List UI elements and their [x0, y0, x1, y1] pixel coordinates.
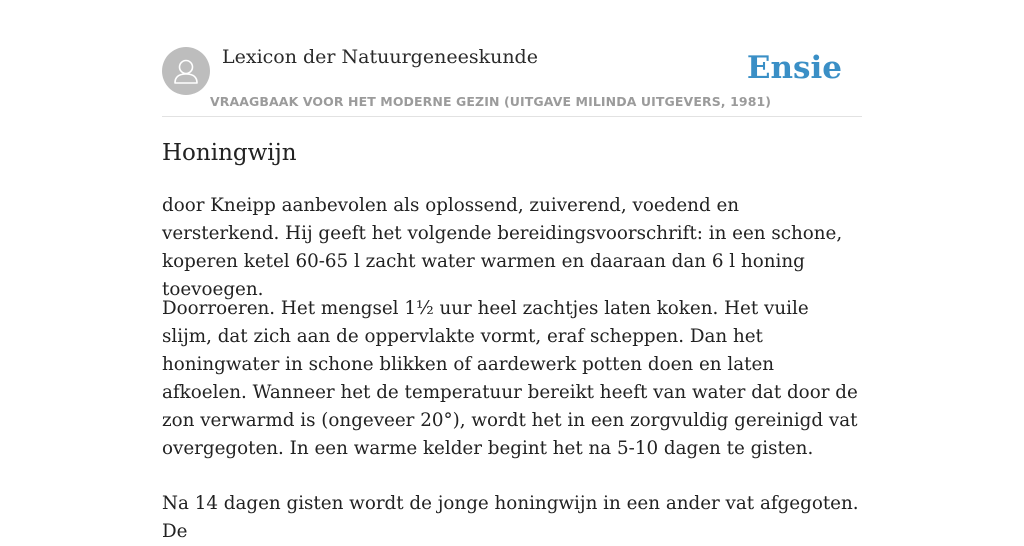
book-header	[162, 0, 862, 117]
ensie-logo[interactable]: Ensie	[746, 50, 842, 86]
page-container	[162, 0, 862, 542]
user-icon	[162, 47, 210, 95]
book-title[interactable]: Lexicon der Natuurgeneeskunde	[222, 46, 538, 68]
entry-paragraph-3: Na 14 dagen gisten wordt de jonge honingwijn in een ander vat afgegoten. De	[162, 493, 859, 542]
entry-paragraph-1: door Kneipp aanbevolen als oplossend, zuiverend, voedend en versterkend. Hij geeft het volgende bereidingsvoorschrift: in een schone, koperen ketel 60-65 l zacht water warmen en daaraan dan 6 l honing toevoegen.	[162, 195, 843, 300]
book-subtitle: VRAAGBAAK VOOR HET MODERNE GEZIN (UITGAVE MILINDA UITGEVERS, 1981)	[210, 94, 772, 109]
entry-paragraph-2: Doorroeren. Het mengsel 1½ uur heel zachtjes laten koken. Het vuile slijm, dat zich aan de oppervlakte vormt, eraf scheppen. Dan het honingwater in schone blikken of aardewerk potten doen en laten afkoelen. Wanneer het de temperatuur bereikt heeft van water dat door de zon verwarmd is (ongeveer 20°), wordt het in een zorgvuldig gereinigd vat overgegoten. In een warme kelder begint het na 5-10 dagen te gisten.	[162, 298, 858, 459]
entry-title: Honingwijn	[162, 140, 297, 166]
avatar[interactable]	[162, 47, 210, 95]
